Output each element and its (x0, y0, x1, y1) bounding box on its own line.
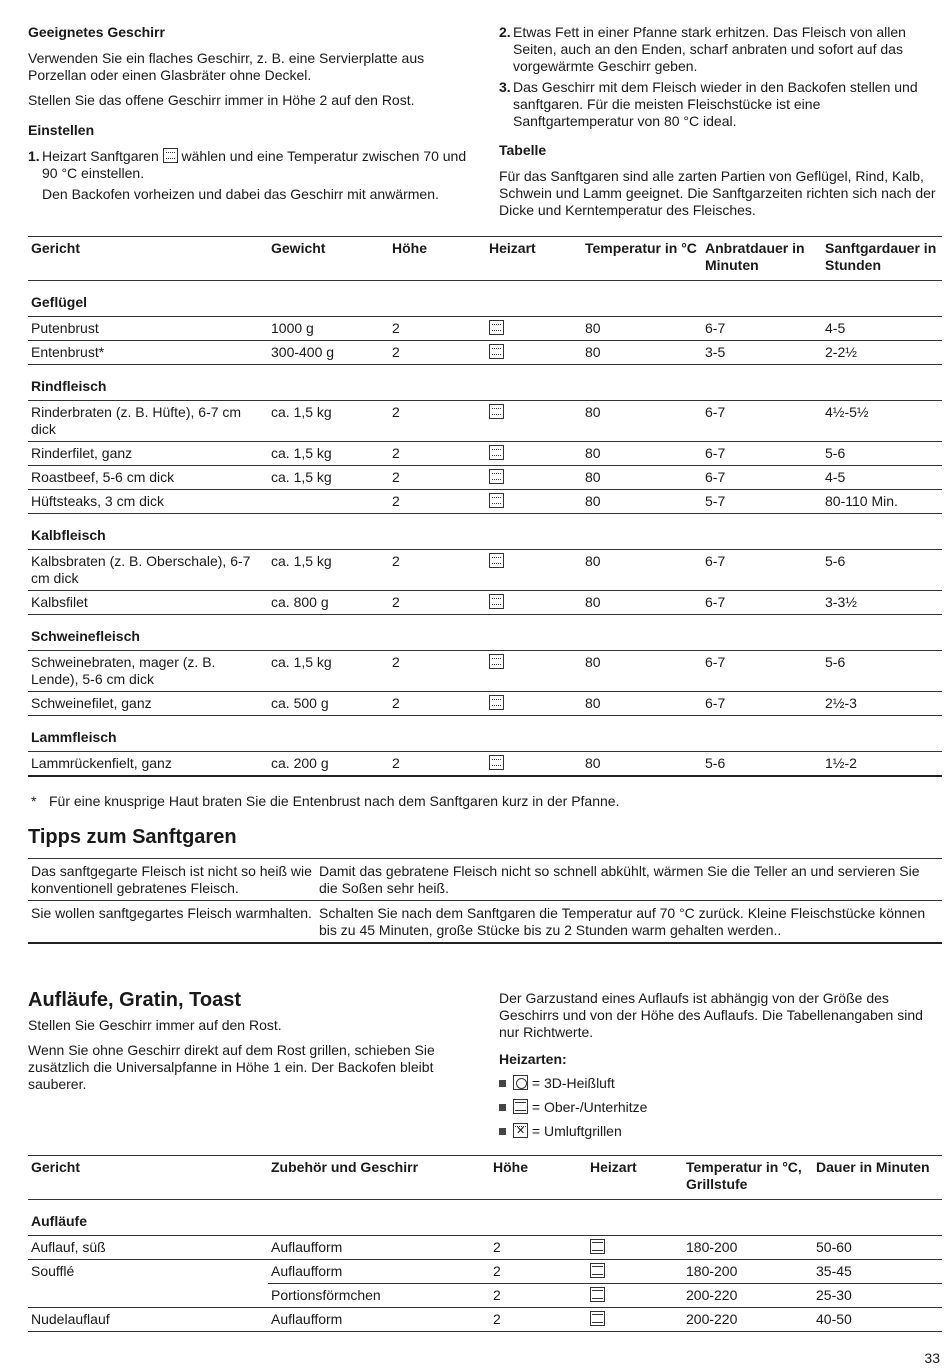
bullet-icon (499, 1128, 506, 1135)
sanftgaren-table (28, 236, 942, 777)
heizart-label: = 3D-Heißluft (531, 1075, 615, 1091)
tipps-heading: Tipps zum Sanftgaren (28, 826, 237, 848)
table-row (28, 1260, 942, 1284)
cell-gericht: Auflauf, süß (28, 1236, 268, 1260)
category-row (28, 281, 942, 317)
auflaeufe-paragraph-3: Der Garzustand eines Auflaufs ist abhängig von der Größe des Geschirrs und von der Höhe des Auflaufs. Die Tabellenangaben sind nur Richtwerte. (499, 990, 923, 1040)
cell-hoehe: 2 (389, 591, 486, 615)
cell-anbratdauer: 6-7 (702, 591, 822, 615)
step-1-text-a: Heizart Sanftgaren (42, 148, 159, 164)
cell-gewicht: ca. 1,5 kg (268, 401, 389, 442)
cell-dauer: 40-50 (813, 1308, 942, 1332)
cell-sanftgardauer: 3-3½ (822, 591, 942, 615)
cell-zubehoer: Portionsförmchen (268, 1284, 490, 1308)
geschirr-paragraph-2: Stellen Sie das offene Geschirr immer in Höhe 2 auf den Rost. (28, 92, 415, 108)
tipps-table (28, 858, 942, 944)
step-1 (28, 148, 468, 203)
cell-heizart (486, 550, 582, 591)
tipp-problem: Das sanftgegarte Fleisch ist nicht so heiß wie konventionell gebratenes Fleisch. (28, 859, 316, 901)
table-header-row (28, 1156, 942, 1200)
sanftgaren-icon (489, 404, 504, 419)
column-header: Höhe (490, 1156, 587, 1200)
cell-sanftgardauer: 5-6 (822, 651, 942, 692)
sanftgaren-icon (489, 755, 504, 770)
column-header: Temperatur in °C, Grillstufe (683, 1156, 813, 1200)
column-header: Sanftgardauer in Stunden (822, 237, 942, 281)
cell-hoehe: 2 (389, 651, 486, 692)
column-header: Höhe (389, 237, 486, 281)
column-header: Heizart (486, 237, 582, 281)
cell-dauer: 35-45 (813, 1260, 942, 1284)
cell-anbratdauer: 6-7 (702, 442, 822, 466)
ober-unterhitze-icon (513, 1099, 528, 1114)
table-row (28, 401, 942, 442)
tipp-solution: Damit das gebratene Fleisch nicht so schnell abkühlt, wärmen Sie die Teller an und servieren Sie die Soßen sehr heiß. (316, 859, 942, 901)
cell-temperatur: 80 (582, 442, 702, 466)
cell-heizart (486, 341, 582, 365)
cell-sanftgardauer: 2-2½ (822, 341, 942, 365)
table-footnote (31, 793, 931, 810)
cell-dauer: 50-60 (813, 1236, 942, 1260)
category-row (28, 1200, 942, 1236)
cell-anbratdauer: 6-7 (702, 651, 822, 692)
cell-zubehoer: Auflaufform (268, 1308, 490, 1332)
cell-gewicht: ca. 500 g (268, 692, 389, 716)
cell-zubehoer: Auflaufform (268, 1260, 490, 1284)
cell-hoehe: 2 (389, 490, 486, 514)
cell-temperatur: 80 (582, 317, 702, 341)
table-row (28, 1284, 942, 1308)
category-label: Lammfleisch (28, 716, 942, 752)
cell-hoehe: 2 (389, 317, 486, 341)
cell-hoehe: 2 (490, 1308, 587, 1332)
cell-hoehe: 2 (490, 1236, 587, 1260)
auflaeufe-right (499, 990, 944, 1147)
table-row (28, 1308, 942, 1332)
sanftgaren-icon (489, 344, 504, 359)
table-row (28, 901, 942, 944)
cell-gewicht: ca. 800 g (268, 591, 389, 615)
cell-temperatur: 80 (582, 550, 702, 591)
bullet-icon (499, 1080, 506, 1087)
tipp-problem: Sie wollen sanftgegartes Fleisch warmhalten. (28, 901, 316, 944)
cell-gericht: Schweinebraten, mager (z. B. Lende), 5-6 cm dick (28, 651, 268, 692)
cell-heizart (486, 651, 582, 692)
table-row (28, 466, 942, 490)
cell-gericht: Kalbsfilet (28, 591, 268, 615)
cell-temperatur: 80 (582, 651, 702, 692)
cell-heizart (587, 1260, 683, 1284)
column-header: Dauer in Minuten (813, 1156, 942, 1200)
cell-heizart (486, 692, 582, 716)
step-1-subtext: Den Backofen vorheizen und dabei das Geschirr mit anwärmen. (42, 186, 439, 202)
table-row (28, 752, 942, 777)
cell-gericht: Schweinefilet, ganz (28, 692, 268, 716)
table-row (28, 591, 942, 615)
cell-temperatur: 80 (582, 692, 702, 716)
cell-temperatur: 180-200 (683, 1260, 813, 1284)
bullet-icon (499, 1104, 506, 1111)
sanftgaren-icon (489, 695, 504, 710)
cell-hoehe: 2 (389, 752, 486, 777)
step-3 (499, 79, 939, 130)
footnote-text: Für eine knusprige Haut braten Sie die Entenbrust nach dem Sanftgaren kurz in der Pfanne. (49, 793, 620, 809)
category-row (28, 716, 942, 752)
cell-gericht: Roastbeef, 5-6 cm dick (28, 466, 268, 490)
column-header: Anbratdauer in Minuten (702, 237, 822, 281)
page-number: 33 (924, 1350, 940, 1366)
cell-gewicht: ca. 1,5 kg (268, 466, 389, 490)
steps-continued (499, 24, 939, 130)
step-2-text: Etwas Fett in einer Pfanne stark erhitzen. Das Fleisch von allen Seiten, auch an den Enden, scharf anbraten und sofort auf das vorgewärmte Geschirr geben. (513, 24, 906, 74)
list-item (499, 1123, 944, 1140)
column-header: Gericht (28, 237, 268, 281)
auflaeufe-paragraph-1: Stellen Sie Geschirr immer auf den Rost. (28, 1017, 282, 1033)
cell-temperatur: 80 (582, 591, 702, 615)
cell-gericht: Rinderbraten (z. B. Hüfte), 6-7 cm dick (28, 401, 268, 442)
cell-zubehoer: Auflaufform (268, 1236, 490, 1260)
cell-temperatur: 80 (582, 466, 702, 490)
sanftgaren-icon (489, 654, 504, 669)
step-number: 1. (28, 148, 40, 164)
cell-heizart (486, 442, 582, 466)
cell-gericht: Kalbsbraten (z. B. Oberschale), 6-7 cm dick (28, 550, 268, 591)
heizarten-heading: Heizarten: (499, 1051, 567, 1067)
tabelle-heading: Tabelle (499, 142, 547, 158)
ober-unterhitze-icon (590, 1311, 605, 1326)
sanftgaren-icon (489, 469, 504, 484)
sanftgaren-icon (489, 553, 504, 568)
cell-anbratdauer: 5-7 (702, 490, 822, 514)
table-row (28, 442, 942, 466)
cell-gewicht: 300-400 g (268, 341, 389, 365)
cell-hoehe: 2 (389, 692, 486, 716)
cell-temperatur: 180-200 (683, 1236, 813, 1260)
category-label: Aufläufe (28, 1200, 942, 1236)
cell-heizart (486, 490, 582, 514)
list-item (499, 1075, 944, 1092)
table-row (28, 317, 942, 341)
cell-sanftgardauer: 1½-2 (822, 752, 942, 777)
cell-gewicht: ca. 1,5 kg (268, 550, 389, 591)
cell-hoehe: 2 (389, 401, 486, 442)
step-number: 3. (499, 79, 511, 95)
cell-anbratdauer: 3-5 (702, 341, 822, 365)
cell-hoehe: 2 (490, 1284, 587, 1308)
sanftgaren-icon (163, 148, 178, 163)
cell-sanftgardauer: 80-110 Min. (822, 490, 942, 514)
sanftgaren-icon (489, 445, 504, 460)
cell-gericht: Putenbrust (28, 317, 268, 341)
auflaeufe-table (28, 1155, 942, 1332)
category-row (28, 615, 942, 651)
geschirr-paragraph-1: Verwenden Sie ein flaches Geschirr, z. B. eine Servierplatte aus Porzellan oder einen Glasbräter ohne Deckel. (28, 50, 425, 83)
tipp-solution: Schalten Sie nach dem Sanftgaren die Temperatur auf 70 °C zurück. Kleine Fleischstücke können bis zu 45 Minuten, große Stücke bis zu 2 Stunden warm gehalten werden.. (316, 901, 942, 944)
tabelle-paragraph: Für das Sanftgaren sind alle zarten Partien von Geflügel, Rind, Kalb, Schwein und Lamm geeignet. Die Sanftgarzeiten richten sich nach der Dicke und Kerntemperatur des Fleisches. (499, 168, 936, 218)
column-header: Zubehör und Geschirr (268, 1156, 490, 1200)
cell-heizart (486, 591, 582, 615)
table-row (28, 550, 942, 591)
table-row (28, 692, 942, 716)
table-row (28, 341, 942, 365)
umluftgrillen-icon (513, 1123, 528, 1138)
cell-temperatur: 80 (582, 490, 702, 514)
cell-sanftgardauer: 2½-3 (822, 692, 942, 716)
column-header: Heizart (587, 1156, 683, 1200)
heizart-label: = Umluftgrillen (531, 1123, 622, 1139)
ober-unterhitze-icon (590, 1287, 605, 1302)
heizart-label: = Ober-/Unterhitze (531, 1099, 648, 1115)
sanftgaren-icon (489, 594, 504, 609)
cell-sanftgardauer: 4-5 (822, 317, 942, 341)
geschirr-heading: Geeignetes Geschirr (28, 24, 165, 40)
cell-heizart (587, 1308, 683, 1332)
cell-gericht (28, 1284, 268, 1308)
cell-gewicht: 1000 g (268, 317, 389, 341)
cell-heizart (486, 317, 582, 341)
category-row (28, 365, 942, 401)
step-1-text-b: wählen und eine Temperatur zwischen 70 und 90 °C einstellen. (42, 148, 467, 181)
step-2 (499, 24, 939, 75)
list-item (499, 1099, 944, 1116)
table-header-row (28, 237, 942, 281)
ober-unterhitze-icon (590, 1263, 605, 1278)
table-row (28, 651, 942, 692)
cell-anbratdauer: 6-7 (702, 550, 822, 591)
cell-temperatur: 200-220 (683, 1308, 813, 1332)
cell-anbratdauer: 6-7 (702, 401, 822, 442)
step-number: 2. (499, 24, 511, 40)
column-header: Gericht (28, 1156, 268, 1200)
auflaeufe-heading: Aufläufe, Gratin, Toast (28, 989, 241, 1011)
cell-gericht: Rinderfilet, ganz (28, 442, 268, 466)
auflaeufe-left (28, 988, 468, 1101)
cell-sanftgardauer: 5-6 (822, 442, 942, 466)
cell-heizart (587, 1236, 683, 1260)
sanftgaren-icon (489, 493, 504, 508)
table-row (28, 490, 942, 514)
cell-heizart (486, 401, 582, 442)
cell-gewicht (268, 490, 389, 514)
column-header: Temperatur in °C (582, 237, 702, 281)
cell-gericht: Soufflé (31, 1263, 75, 1279)
cell-gericht: Nudelauflauf (28, 1308, 268, 1332)
cell-hoehe: 2 (389, 550, 486, 591)
footnote-mark: * (31, 793, 37, 809)
step-3-text: Das Geschirr mit dem Fleisch wieder in den Backofen stellen und sanftgaren. Für die meisten Fleischstücke ist eine Sanftgartemperatur von 80 °C ideal. (513, 79, 918, 129)
cell-temperatur: 80 (582, 341, 702, 365)
einstellen-heading: Einstellen (28, 122, 95, 138)
cell-anbratdauer: 6-7 (702, 692, 822, 716)
cell-sanftgardauer: 4½-5½ (822, 401, 942, 442)
auflaeufe-paragraph-2: Wenn Sie ohne Geschirr direkt auf dem Rost grillen, schieben Sie zusätzlich die Universalpfanne in Höhe 1 ein. Der Backofen bleibt sauberer. (28, 1042, 435, 1092)
category-label: Schweinefleisch (28, 615, 942, 651)
cell-gericht: Lammrückenfielt, ganz (28, 752, 268, 777)
sanftgaren-icon (489, 320, 504, 335)
cell-anbratdauer: 6-7 (702, 317, 822, 341)
cell-gericht: Hüftsteaks, 3 cm dick (28, 490, 268, 514)
cell-temperatur: 200-220 (683, 1284, 813, 1308)
cell-temperatur: 80 (582, 401, 702, 442)
cell-gericht: Entenbrust* (28, 341, 268, 365)
heizarten-list (499, 1075, 944, 1140)
category-row (28, 514, 942, 550)
cell-heizart (486, 466, 582, 490)
cell-gewicht: ca. 200 g (268, 752, 389, 777)
category-label: Geflügel (28, 281, 942, 317)
left-column (28, 24, 468, 207)
cell-temperatur: 80 (582, 752, 702, 777)
table-row (28, 859, 942, 901)
cell-sanftgardauer: 5-6 (822, 550, 942, 591)
category-label: Kalbfleisch (28, 514, 942, 550)
column-header: Gewicht (268, 237, 389, 281)
cell-gewicht: ca. 1,5 kg (268, 442, 389, 466)
cell-hoehe: 2 (389, 341, 486, 365)
cell-anbratdauer: 6-7 (702, 466, 822, 490)
table-row (28, 1236, 942, 1260)
einstellen-steps (28, 148, 468, 203)
cell-hoehe: 2 (490, 1260, 587, 1284)
cell-heizart (486, 752, 582, 777)
cell-hoehe: 2 (389, 442, 486, 466)
cell-heizart (587, 1284, 683, 1308)
cell-dauer: 25-30 (813, 1284, 942, 1308)
cell-sanftgardauer: 4-5 (822, 466, 942, 490)
right-column (499, 24, 939, 219)
category-label: Rindfleisch (28, 365, 942, 401)
cell-gewicht: ca. 1,5 kg (268, 651, 389, 692)
ober-unterhitze-icon (590, 1239, 605, 1254)
cell-hoehe: 2 (389, 466, 486, 490)
cell-anbratdauer: 5-6 (702, 752, 822, 777)
heissluft-icon (513, 1075, 528, 1090)
